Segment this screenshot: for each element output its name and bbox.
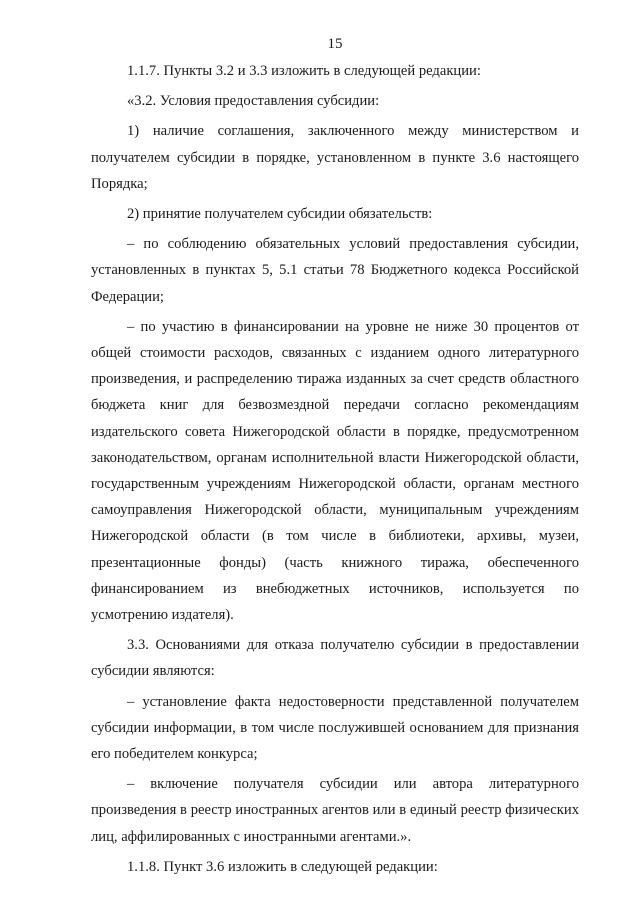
paragraph-3-3-heading: 3.3. Основаниями для отказа получателю субсидии в предоставлении субсидии являются: [91,637,579,680]
paragraph-condition-2: 2) принятие получателем субсидии обязательств: [127,206,433,223]
paragraph-obligation-2: – по участию в финансировании на уровне не ниже 30 процентов от общей стоимости расходов, связанных с изданием одного литературного произведения, и распределению тиража изданных за счет средств областного бюджета книг для безвозмездной передачи согласно рекомендациям издательского совета Нижегородской области в порядке, предусмотренном законодательством, органам исполнительной власти Нижегородской области, государственным учреждениям Нижегородской области, органам местного самоуправления Нижегородской области, муниципальным учреждениям Нижегородской области (в том числе в библиотеки, архивы, музеи, презентационные фонды) (часть книжного тиража, обеспеченного финансированием из внебюджетных источников, используется по усмотрению издателя). [91,318,579,624]
paragraph-refusal-2: – включение получателя субсидии или автора литературного произведения в реестр иностранных агентов или в единый реестр физических лиц, аффилированных с иностранными агентами.». [91,776,579,845]
paragraph-obligation-1: – по соблюдению обязательных условий предоставления субсидии, установленных в пунктах 5, 5.1 статьи 78 Бюджетного кодекса Российской Федерации; [91,236,579,305]
paragraph-1-1-8: 1.1.8. Пункт 3.6 изложить в следующей редакции: [127,858,438,875]
page-number: 15 [327,36,343,52]
paragraph-condition-1: 1) наличие соглашения, заключенного между министерством и получателем субсидии в порядке, установленном в пункте 3.6 настоящего Порядка; [91,123,579,192]
paragraph-1-1-7: 1.1.7. Пункты 3.2 и 3.3 изложить в следующей редакции: [127,63,481,79]
paragraph-3-2-heading: «3.2. Условия предоставления субсидии: [127,93,380,110]
paragraph-refusal-1: – установление факта недостоверности представленной получателем субсидии информации, в том числе послужившей основанием для признания его победителем конкурса; [91,693,579,763]
document-page [91,34,579,880]
